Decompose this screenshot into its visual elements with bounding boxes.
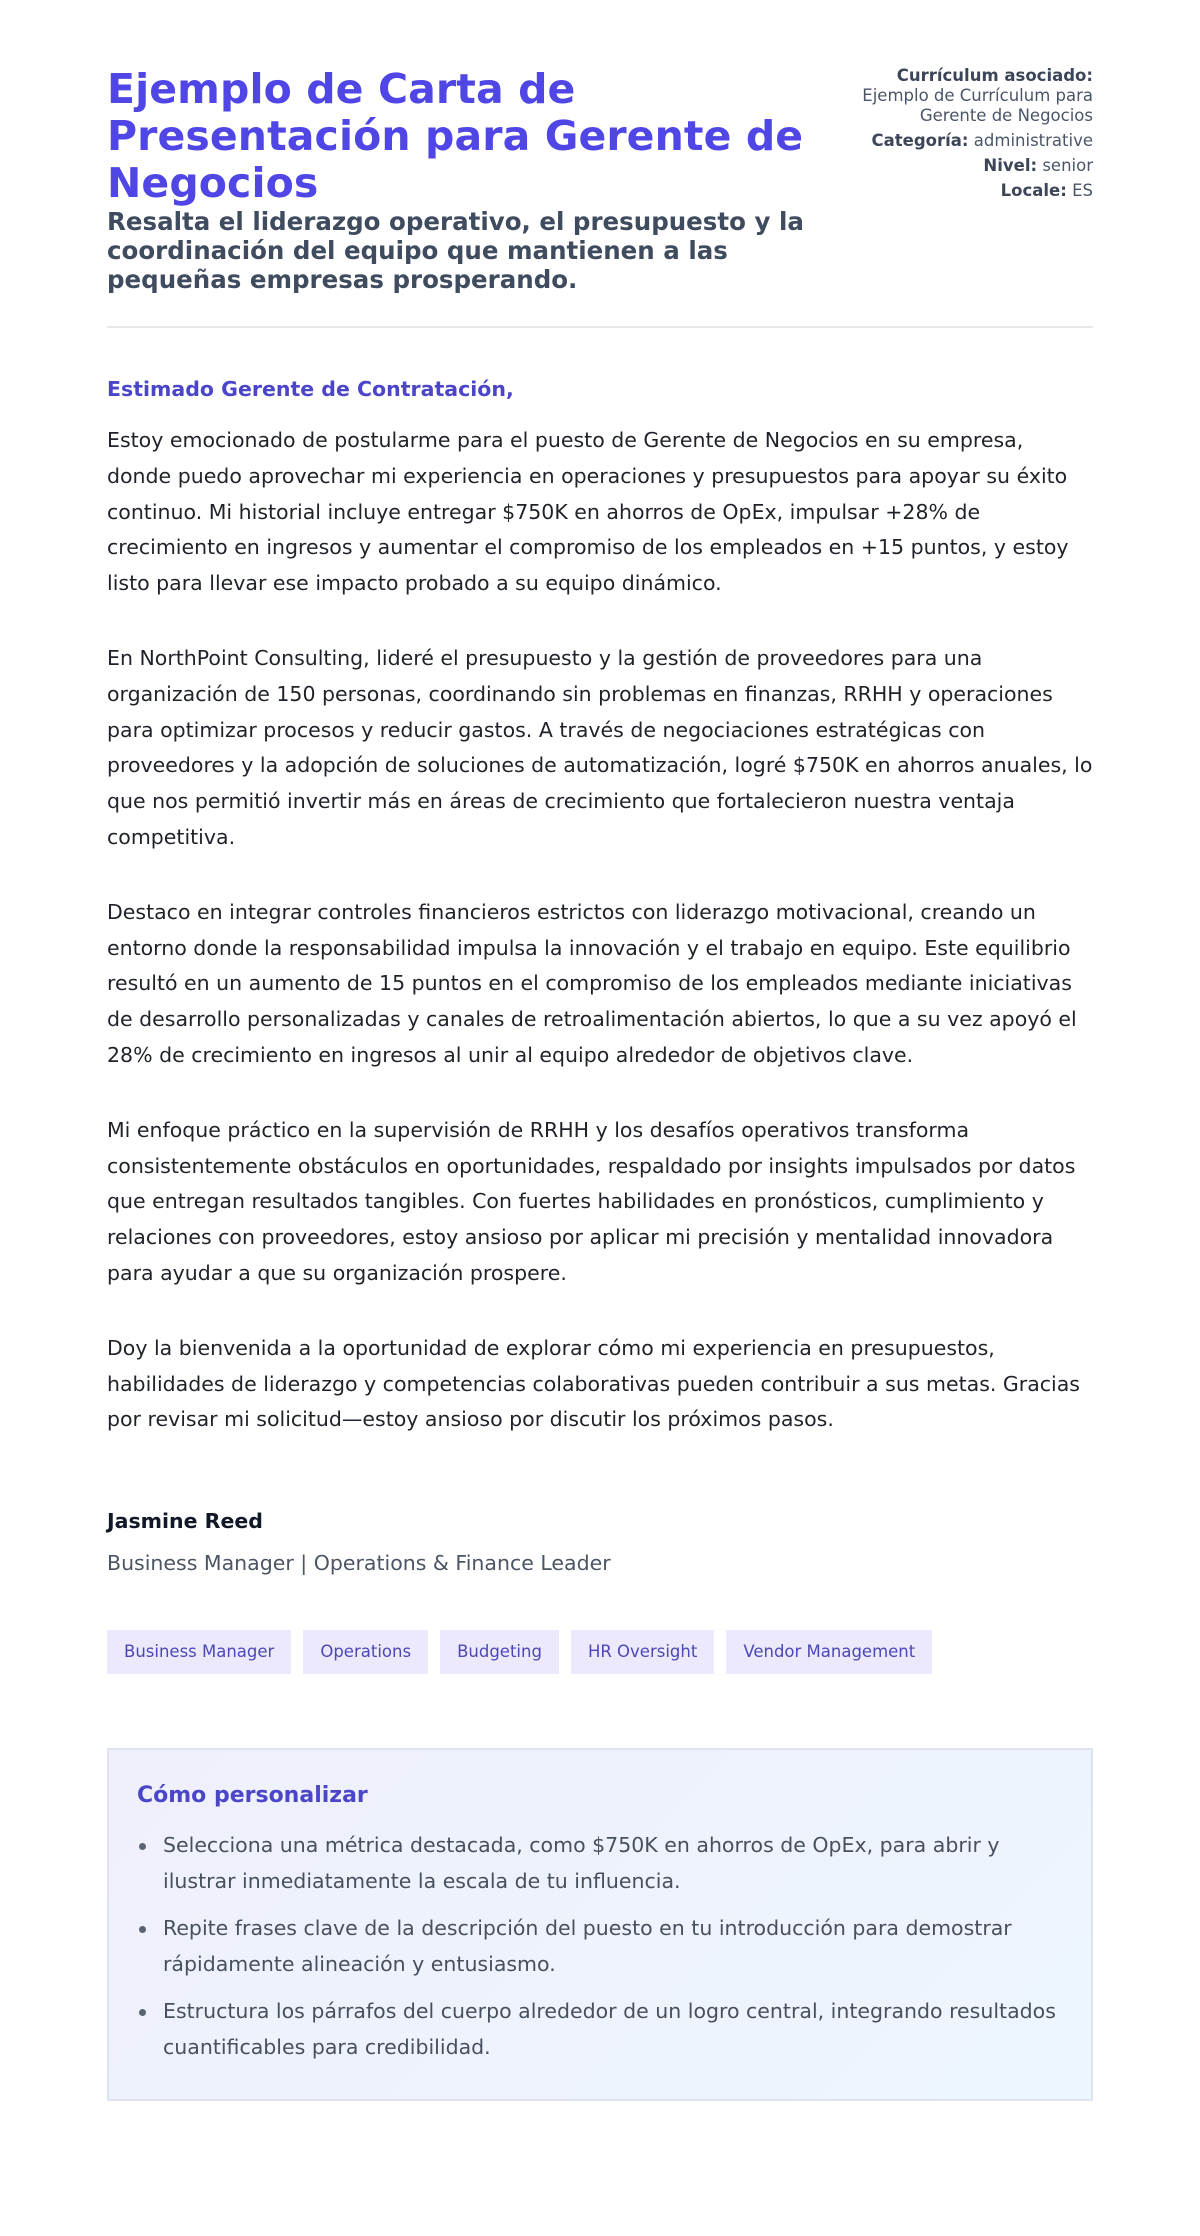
- tips-list-item: [137, 1994, 1061, 2065]
- meta-locale-value: ES: [1072, 181, 1093, 200]
- header-title-block: [107, 66, 807, 294]
- letter-greeting: Estimado Gerente de Contratación,: [107, 377, 514, 401]
- tag-operations: Operations: [303, 1630, 428, 1674]
- bullet-dot-icon: [139, 1926, 146, 1933]
- page-subtitle: Resalta el liderazgo operativo, el presupuesto y la coordinación del equipo que mantienen a las pequeñas empresas prosperando.: [107, 207, 804, 294]
- letter-paragraph-4: Mi enfoque práctico en la supervisión de RRHH y los desafíos operativos transforma consistentemente obstáculos en oportunidades, respaldado por insights impulsados por datos que entregan resultados tangibles. Con fuertes habilidades en pronósticos, cumplimiento y relaciones con proveedores, estoy ansioso por aplicar mi precisión y mentalidad innovadora para ayudar a que su organización prospere.: [107, 1117, 1076, 1285]
- letter-paragraph-3: Destaco en integrar controles financieros estrictos con liderazgo motivacional, creando un entorno donde la responsabilidad impulsa la innovación y el trabajo en equipo. Este equilibrio resultó en un aumento de 15 puntos en el compromiso de los empleados mediante iniciativas de desarrollo personalizadas y canales de retroalimentación abiertos, lo que a su vez apoyó el 28% de crecimiento en ingresos al unir al equipo alrededor de objetivos clave.: [107, 899, 1077, 1067]
- customization-tips-box: [107, 1748, 1093, 2101]
- page-header: [107, 66, 1093, 328]
- tips-item-text: Estructura los párrafos del cuerpo alrededor de un logro central, integrando resultados cuantificables para credibilidad.: [163, 1999, 1056, 2059]
- page-title: Ejemplo de Carta de Presentación para Gerente de Negocios: [107, 65, 804, 207]
- bullet-dot-icon: [139, 2009, 146, 2016]
- signature-block: [107, 1508, 1093, 1576]
- tag-hr-oversight: HR Oversight: [571, 1630, 714, 1674]
- meta-resume-value: Ejemplo de Currículum para Gerente de Negocios: [862, 86, 1093, 125]
- skill-tags: [107, 1630, 1093, 1674]
- tips-list-item: [137, 1828, 1061, 1899]
- meta-category: [833, 131, 1093, 151]
- meta-level-value: senior: [1042, 156, 1093, 175]
- meta-level: [833, 156, 1093, 176]
- tag-business-manager: Business Manager: [107, 1630, 291, 1674]
- tips-list: [137, 1828, 1061, 2065]
- signature-name: Jasmine Reed: [107, 1509, 263, 1534]
- meta-locale: [833, 181, 1093, 201]
- tips-title: Cómo personalizar: [137, 1783, 368, 1809]
- letter-paragraph-2: En NorthPoint Consulting, lideré el presupuesto y la gestión de proveedores para una organización de 150 personas, coordinando sin problemas en finanzas, RRHH y operaciones para optimizar procesos y reducir gastos. A través de negociaciones estratégicas con proveedores y la adopción de soluciones de automatización, logré $750K en ahorros anuales, lo que nos permitió invertir más en áreas de crecimiento que fortalecieron nuestra ventaja competitiva.: [107, 645, 1093, 849]
- meta-associated-resume: [833, 66, 1093, 126]
- tips-list-item: [137, 1911, 1061, 1982]
- tag-budgeting: Budgeting: [440, 1630, 559, 1674]
- cover-letter-page: [107, 0, 1093, 2167]
- letter-body: [107, 376, 1093, 1576]
- tag-vendor-management: Vendor Management: [726, 1630, 932, 1674]
- meta-category-value: administrative: [973, 131, 1093, 150]
- meta-locale-label: Locale:: [1000, 181, 1067, 200]
- tips-item-text: Repite frases clave de la descripción del puesto en tu introducción para demostrar rápidamente alineación y entusiasmo.: [163, 1916, 1012, 1976]
- meta-level-label: Nivel:: [983, 156, 1038, 175]
- tips-item-text: Selecciona una métrica destacada, como $750K en ahorros de OpEx, para abrir y ilustrar inmediatamente la escala de tu influencia.: [163, 1833, 1000, 1893]
- meta-category-label: Categoría:: [871, 131, 969, 150]
- bullet-dot-icon: [139, 1843, 146, 1850]
- meta-resume-label: Currículum asociado:: [896, 66, 1093, 85]
- signature-title: Business Manager | Operations & Finance Leader: [107, 1551, 611, 1576]
- letter-paragraph-5: Doy la bienvenida a la oportunidad de explorar cómo mi experiencia en presupuestos, habilidades de liderazgo y competencias colaborativas pueden contribuir a sus metas. Gracias por revisar mi solicitud—estoy ansioso por discutir los próximos pasos.: [107, 1335, 1080, 1432]
- metadata-panel: [833, 66, 1093, 206]
- letter-paragraph-1: Estoy emocionado de postularme para el puesto de Gerente de Negocios en su empresa, donde puedo aprovechar mi experiencia en operaciones y presupuestos para apoyar su éxito continuo. Mi historial incluye entregar $750K en ahorros de OpEx, impulsar +28% de crecimiento en ingresos y aumentar el compromiso de los empleados en +15 puntos, y estoy listo para llevar ese impacto probado a su equipo dinámico.: [107, 428, 1069, 596]
